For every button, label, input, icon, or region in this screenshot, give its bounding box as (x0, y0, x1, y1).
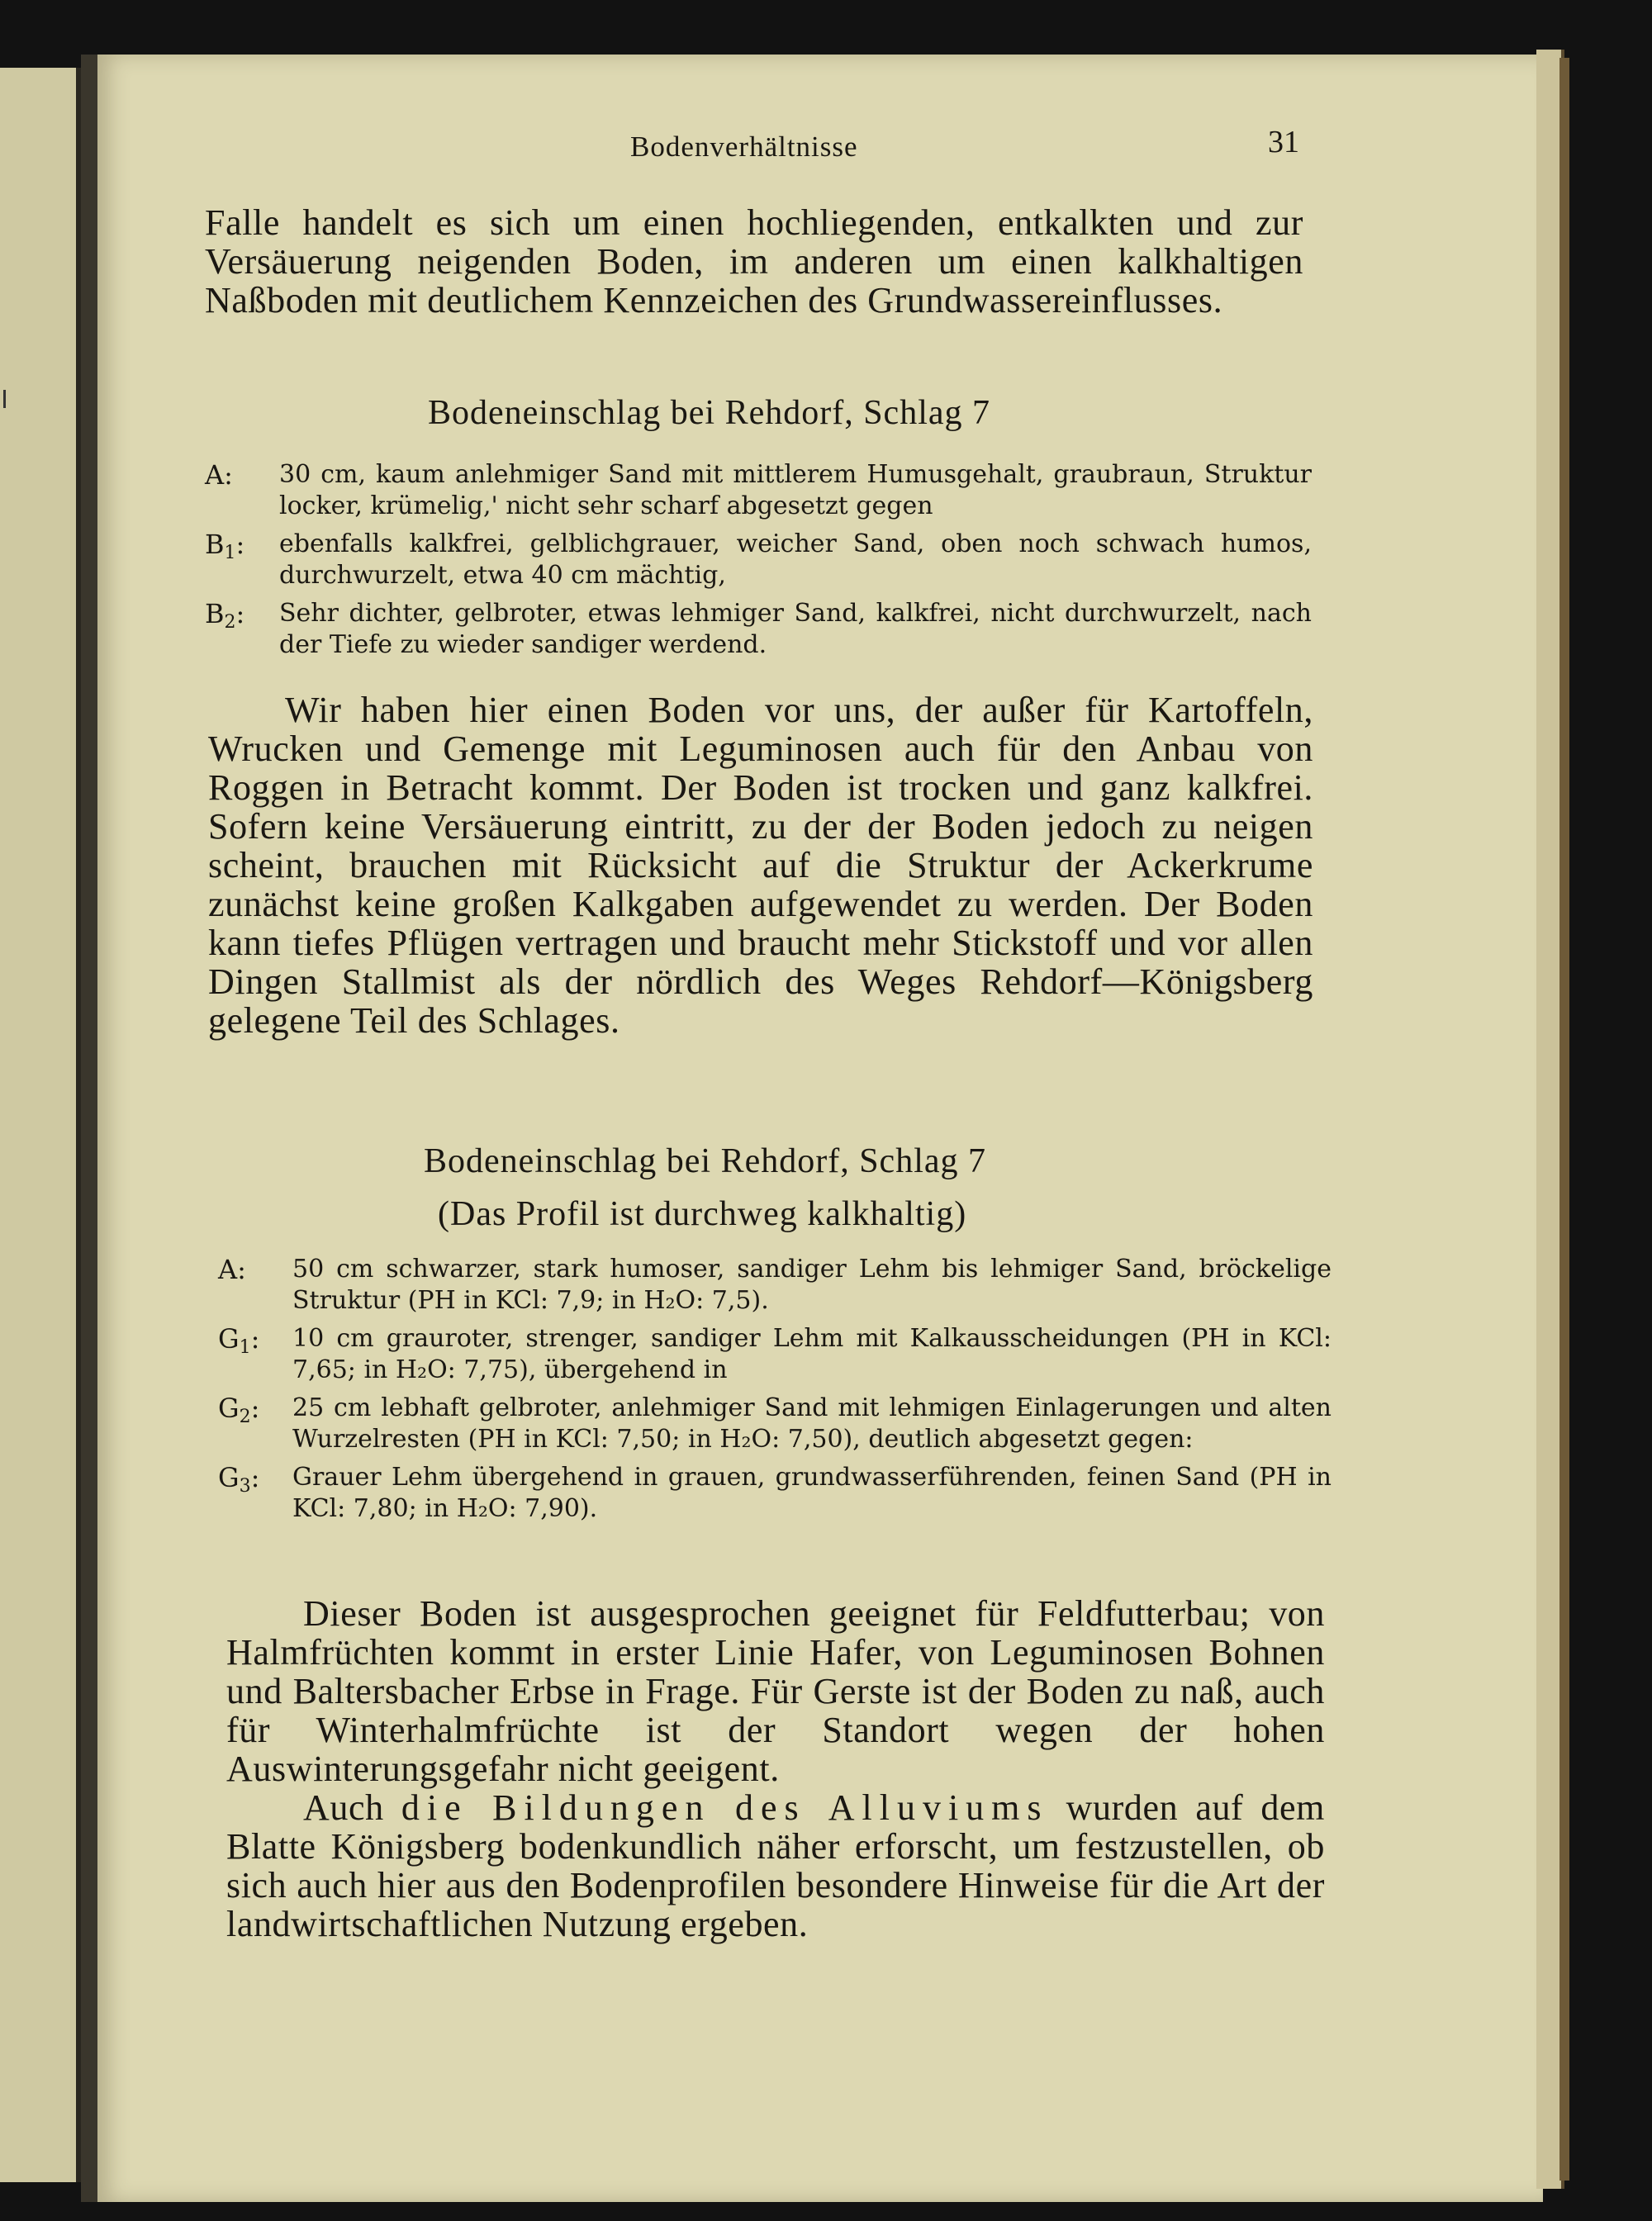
horizon-description: 30 cm, kaum anlehmiger Sand mit mittlerem Humusgehalt, graubraun, Struktur locker, krümelig,' nicht sehr scharf abgesetzt gegen (279, 460, 1312, 520)
horizon-label: G2: (218, 1393, 260, 1427)
section-2-title: Bodeneinschlag bei Rehdorf, Schlag 7 (424, 1142, 987, 1180)
horizon-description: 50 cm schwarzer, stark humoser, sandiger Lehm bis lehmiger Sand, bröckelige Struktur (PH in KCl: 7,9; in H₂O: 7,5). (292, 1255, 1332, 1315)
profile-row (218, 1462, 1332, 1525)
horizon-description: 10 cm grauroter, strenger, sandiger Lehm mit Kalkausscheidungen (PH in KCl: 7,65; in H₂O: 7,75), übergehend in (292, 1324, 1332, 1384)
paragraph-3: Dieser Boden ist ausgesprochen geeignet für Feldfutterbau; von Halmfrüchten kommt in erster Linie Hafer, von Leguminosen Bohnen und Baltersbacher Erbse in Frage. Für Gerste ist der Boden zu naß, auch für Winterhalmfrüchte ist der Standort wegen der hohen Auswinterungsgefahr nicht geeigent. (226, 1593, 1325, 1789)
paragraph-1: Falle handelt es sich um einen hochliegenden, entkalkten und zur Versäuerung neigenden Boden, im anderen um einen kalkhaltigen Naßboden mit deutlichem Kennzeichen des Grundwassereinflusses. (205, 202, 1303, 320)
section-1-title: Bodeneinschlag bei Rehdorf, Schlag 7 (428, 394, 991, 432)
paragraph-4-spaced: die Bildungen des Alluviums (401, 1787, 1049, 1828)
paragraph-4-lead: Auch (303, 1787, 384, 1828)
cover-edge (1559, 58, 1569, 2181)
horizon-label: A: (205, 459, 233, 491)
profile-row (205, 529, 1312, 591)
horizon-label: B2: (205, 598, 245, 633)
section-2-subtitle: (Das Profil ist durchweg kalkhaltig) (438, 1195, 967, 1233)
left-page-edge (0, 68, 81, 2182)
horizon-description: Sehr dichter, gelbroter, etwas lehmiger Sand, kalkfrei, nicht durchwurzelt, nach der Tiefe zu wieder sandiger werdend. (279, 599, 1312, 659)
profile-row (218, 1323, 1332, 1386)
paragraph-4-rest: wurden auf dem Blatte Königsberg bodenkundlich näher erforscht, um festzustellen, ob sich auch hier aus den Bodenprofilen besondere Hinweise für die Art der landwirtschaftlichen Nutzung ergeben. (226, 1787, 1325, 1944)
profile-row (205, 459, 1312, 522)
horizon-description: Grauer Lehm übergehend in grauen, grundwasserführenden, feinen Sand (PH in KCl: 7,80; in H₂O: 7,90). (292, 1463, 1332, 1523)
horizon-label: G3: (218, 1462, 260, 1497)
horizon-label: B1: (205, 529, 245, 563)
horizon-description: 25 cm lebhaft gelbroter, anlehmiger Sand mit lehmigen Einlagerungen und alten Wurzelresten (PH in KCl: 7,50; in H₂O: 7,50), deutlich abgesetzt gegen: (292, 1393, 1332, 1454)
running-head: Bodenverhältnisse (630, 131, 858, 163)
horizon-description: ebenfalls kalkfrei, gelblichgrauer, weicher Sand, oben noch schwach humos, durchwurzelt, etwa 40 cm mächtig, (279, 529, 1312, 590)
horizon-label: A: (218, 1254, 246, 1285)
profile-row (218, 1393, 1332, 1455)
profile-row (205, 598, 1312, 661)
soil-profile-2 (218, 1254, 1332, 1531)
paragraph-2: Wir haben hier einen Boden vor uns, der außer für Kartoffeln, Wrucken und Gemenge mit Leguminosen auch für den Anbau von Roggen in Betracht kommt. Der Boden ist trocken und ganz kalkfrei. Sofern keine Versäuerung eintritt, zu der der Boden jedoch zu neigen scheint, brauchen mit Rücksicht auf die Struktur der Ackerkrume zunächst keine großen Kalkgaben aufgewendet zu werden. Der Boden kann tiefes Pflügen vertragen und braucht mehr Stickstoff und vor allen Dingen Stallmist als der nördlich des Weges Rehdorf—Königsberg gelegene Teil des Schlages. (208, 690, 1313, 1041)
book-gutter (81, 55, 99, 2202)
soil-profile-1 (205, 459, 1312, 667)
horizon-label: G1: (218, 1323, 260, 1358)
page-number: 31 (1268, 125, 1299, 159)
margin-mark (3, 390, 6, 408)
profile-row (218, 1254, 1332, 1317)
paragraph-4 (226, 1788, 1325, 1943)
